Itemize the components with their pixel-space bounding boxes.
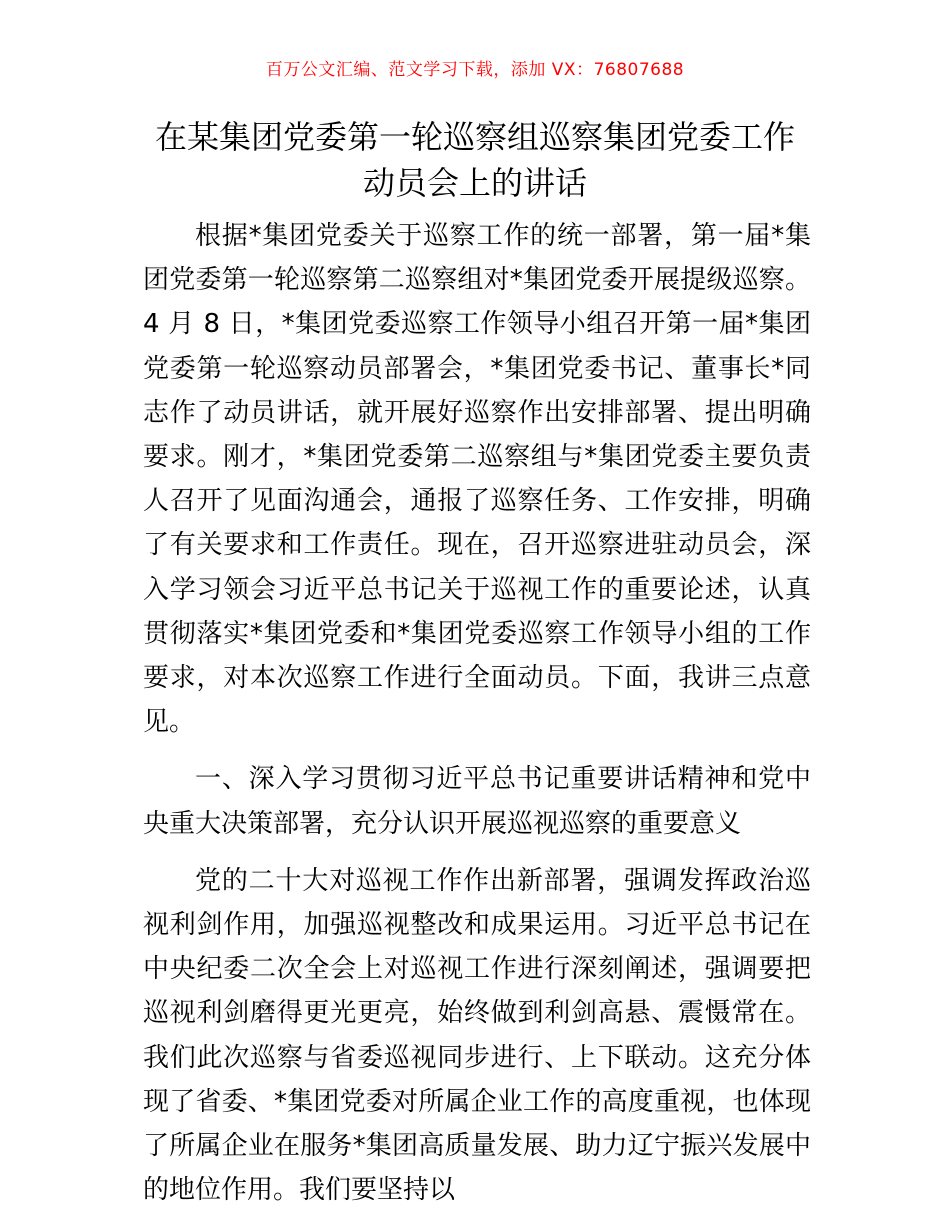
document-body <box>143 214 811 1225</box>
paragraph-section-1: 党的二十大对巡视工作作出新部署，强调发挥政治巡视利剑作用，加强巡视整改和成果运用。习近平总书记在中央纪委二次全会上对巡视工作进行深刻阐述，强调要把巡视利剑磨得更光更亮，始终做到利剑高悬、震慑常在。我们此次巡察与省委巡视同步进行、上下联动。这充分体现了省委、*集团党委对所属企业工作的高度重视，也体现了所属企业在服务*集团高质量发展、助力辽宁振兴发展中的地位作用。我们要坚持以 <box>143 865 811 1206</box>
promo-banner: 百万公文汇编、范文学习下载，添加 VX：76807688 <box>265 60 685 80</box>
title-line-1: 在某集团党委第一轮巡察组巡察集团党委工作 <box>154 118 795 156</box>
document-title <box>110 114 840 206</box>
section-heading-1: 一、深入学习贯彻习近平总书记重要讲话精神和党中央重大决策部署，充分认识开展巡视巡察的重要意义 <box>143 764 811 839</box>
paragraph-intro: 根据*集团党委关于巡察工作的统一部署，第一届*集团党委第一轮巡察第二巡察组对*集团党委开展提级巡察。4 月 8 日，*集团党委巡察工作领导小组召开第一届*集团党委第一轮巡察动员部署会，*集团党委书记、董事长*同志作了动员讲话，就开展好巡察作出安排部署、提出明确要求。刚才，*集团党委第二巡察组与*集团党委主要负责人召开了见面沟通会，通报了巡察任务、工作安排，明确了有关要求和工作责任。现在，召开巡察进驻动员会，深入学习领会习近平总书记关于巡视工作的重要论述，认真贯彻落实*集团党委和*集团党委巡察工作领导小组的工作要求，对本次巡察工作进行全面动员。下面，我讲三点意见。 <box>143 221 811 738</box>
title-line-2: 动员会上的讲话 <box>362 164 587 202</box>
